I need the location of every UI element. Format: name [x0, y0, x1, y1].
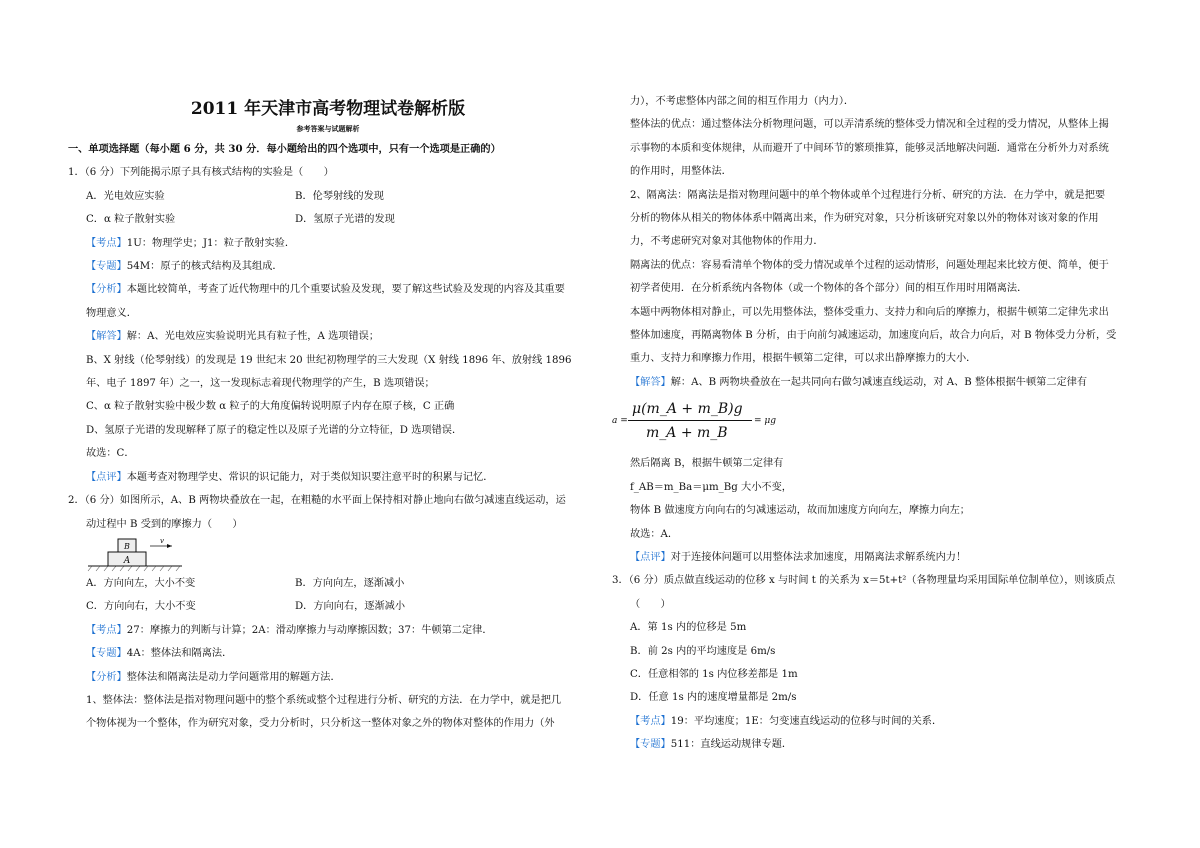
zhuanti-tag: 【专题】	[630, 739, 671, 751]
q1-stem: 1．（6 分）下列能揭示原子具有核式结构的实验是（ ）	[68, 167, 334, 179]
q1-jieda-b: B、X 射线（伦琴射线）的发现是 19 世纪末 20 世纪初物理学的三大发现（X 射线 1896 年、放射线 1896	[86, 354, 572, 366]
kaodian-tag: 【考点】	[630, 715, 671, 727]
r-zt3: 的作用时，用整体法．	[630, 166, 732, 178]
q3-option-d: D．任意 1s 内的速度增量都是 2m/s	[630, 692, 797, 704]
q1-option-d: D．氢原子光谱的发现	[295, 214, 395, 226]
q1-fenxi-cont: 物理意义．	[86, 307, 137, 319]
r-gl1: 2、隔离法：隔离法是指对物理问题中的单个物体或单个过程进行分析、研究的方法．在力学中，就是把要	[630, 189, 1106, 201]
q3-option-c: C．任意相邻的 1s 内位移差都是 1m	[630, 668, 798, 680]
q1-jieda	[68, 325, 588, 348]
right-column	[612, 90, 1134, 757]
q2-kaodian	[68, 619, 588, 642]
q3-kaodian-text: 19：平均速度；1E：匀变速直线运动的位移与时间的关系．	[670, 715, 943, 727]
block-b-label: B	[124, 541, 130, 551]
dianping-tag: 【点评】	[630, 551, 671, 563]
q1-jieda-c: C、α 粒子散射实验中极少数 α 粒子的大角度偏转说明原子内存在原子核，C 正确	[86, 401, 455, 413]
q1-fenxi-text: 本题比较简单，考查了近代物理中的几个重要试验及发现，要了解这些试验及发现的内容及其重要	[126, 284, 565, 296]
q1-fenxi	[68, 278, 588, 301]
jieda-tag: 【解答】	[630, 376, 671, 388]
fraction-bar	[628, 420, 752, 421]
formula-lhs: a =	[612, 416, 628, 427]
q2-zhuanti	[68, 642, 588, 665]
q1-answer: 故选：C．	[86, 448, 135, 460]
velocity-label: v	[160, 536, 164, 545]
section-heading: 一、单项选择题（每小题 6 分，共 30 分．每小题给出的四个选项中，只有一个选项是正确的）	[68, 143, 501, 155]
r-bt2: 整体加速度，再隔离物体 B 分析，由于向前匀减速运动，加速度向后，故合力向后，对 B 物体受力分析，受	[630, 330, 1117, 342]
q2-stem: 2．（6 分）如图所示，A、B 两物块叠放在一起，在粗糙的水平面上保持相对静止地向右做匀减速直线运动，运	[68, 495, 566, 507]
dianping-tag: 【点评】	[86, 471, 127, 483]
q1-options-row2	[68, 208, 588, 231]
q3-option-b: B．前 2s 内的平均速度是 6m/s	[630, 645, 776, 657]
fenxi-tag: 【分析】	[86, 671, 127, 683]
q2-fenxi-text: 整体法和隔离法是动力学问题常用的解题方法．	[126, 671, 341, 683]
q1-zhuanti-text: 54M：原子的核式结构及其组成．	[126, 261, 283, 273]
q1-option-a: A．光电效应实验	[86, 190, 165, 202]
formula-numerator: μ(m_A + m_B)g	[632, 401, 743, 418]
q2-fenxi	[68, 666, 588, 689]
q2-zhuanti-text: 4A：整体法和隔离法．	[126, 648, 233, 660]
formula-rhs: = μg	[754, 416, 777, 427]
q1-zhuanti	[68, 255, 588, 278]
r-fab: f_AB＝m_Ba＝μm_Bg 大小不变，	[630, 481, 792, 493]
r-then: 然后隔离 B，根据牛顿第二定律有	[630, 458, 784, 470]
q1-dianping-text: 本题考查对物理学史、常识的识记能力，对于类似知识要注意平时的积累与记忆．	[126, 471, 494, 483]
q1-option-b: B．伦琴射线的发现	[295, 190, 384, 202]
q3-kaodian	[612, 710, 1134, 733]
page-subtitle: 参考答案与试题解析	[296, 124, 360, 133]
q2-option-c: C．方向向右，大小不变	[86, 601, 196, 613]
r-bt1: 本题中两物体相对静止，可以先用整体法，整体受重力、支持力和向后的摩擦力，根据牛顿第二定律先求出	[630, 306, 1109, 318]
r-jieda	[612, 371, 1134, 394]
q3-stem: 3．（6 分）质点做直线运动的位移 x 与时间 t 的关系为 x＝5t+t²（各物理量均采用国际单位制单位），则该质点	[612, 575, 1116, 587]
q3-zhuanti	[612, 733, 1134, 756]
q1-options-row1	[68, 185, 588, 208]
r-bt3: 重力、支持力和摩擦力作用，根据牛顿第二定律，可以求出静摩擦力的大小．	[630, 353, 977, 365]
r-gly1: 隔离法的优点：容易看清单个物体的受力情况或单个过程的运动情形，问题处理起来比较方便、简单，便于	[630, 259, 1109, 271]
kaodian-tag: 【考点】	[86, 237, 127, 249]
r-dir: 物体 B 做速度方向向右的匀减速运动，故而加速度方向向左，摩擦力向左；	[630, 505, 970, 517]
q2-stem-cont: 动过程中 B 受到的摩擦力（ ）	[86, 518, 243, 530]
kaodian-tag: 【考点】	[86, 624, 127, 636]
r-zt2: 示事物的本质和变体规律，从而避开了中间环节的繁琐推算，能够灵活地解决问题．通常在分析外力对系统	[630, 142, 1109, 154]
formula-acceleration	[612, 394, 1134, 452]
r-dianping-text: 对于连接体问题可以用整体法求加速度，用隔离法求解系统内力！	[670, 551, 967, 563]
q1-jieda-d: D、氢原子光谱的发现解释了原子的稳定性以及原子光谱的分立特征，D 选项错误．	[86, 424, 463, 436]
r-zt1: 整体法的优点：通过整体法分析物理问题，可以弄清系统的整体受力情况和全过程的受力情况，从整体上揭	[630, 119, 1109, 131]
fenxi-tag: 【分析】	[86, 284, 127, 296]
q2-kaodian-text: 27：摩擦力的判断与计算；2A：滑动摩擦力与动摩擦因数；37：牛顿第二定律．	[126, 624, 493, 636]
q2-figure	[68, 536, 588, 572]
q2-options-row2	[68, 595, 588, 618]
r-gly2: 初学者使用．在分析系统内各物体（或一个物体的各个部分）间的相互作用时用隔离法．	[630, 283, 1028, 295]
q3-option-a: A．第 1s 内的位移是 5m	[630, 622, 747, 634]
q2-para1-cont: 个物体视为一个整体，作为研究对象，受力分析时，只分析这一整体对象之外的物体对整体的作用力（外	[86, 718, 555, 730]
page-title: 2011 年天津市高考物理试卷解析版	[190, 99, 466, 119]
q2-option-b: B．方向向左，逐渐减小	[295, 577, 405, 589]
q1-jieda-text: 解：A、光电效应实验说明光具有粒子性，A 选项错误；	[126, 331, 380, 343]
blocks-diagram	[86, 536, 186, 572]
q2-para1: 1、整体法：整体法是指对物理问题中的整个系统或整个过程进行分析、研究的方法．在力学中，就是把几	[86, 694, 562, 706]
left-column	[68, 0, 588, 736]
q2-option-d: D．方向向右，逐渐减小	[295, 601, 406, 613]
q3-stem-cont: （ ）	[630, 598, 671, 610]
q2-options-row1	[68, 572, 588, 595]
q3-zhuanti-text: 511：直线运动规律专题．	[670, 739, 793, 751]
q1-dianping	[68, 466, 588, 489]
jieda-tag: 【解答】	[86, 331, 127, 343]
r-jieda-text: 解：A、B 两物块叠放在一起共同向右做匀减速直线运动，对 A、B 整体根据牛顿第二定律有	[670, 376, 1088, 388]
question-3	[612, 569, 1134, 756]
formula-denominator: m_A + m_B	[646, 425, 728, 442]
r-dianping	[612, 546, 1134, 569]
q2-option-a: A．方向向左，大小不变	[86, 577, 196, 589]
q1-kaodian-text: 1U：物理学史；J1：粒子散射实验．	[126, 237, 296, 249]
zhuanti-tag: 【专题】	[86, 261, 127, 273]
zhuanti-tag: 【专题】	[86, 648, 127, 660]
r-answer: 故选：A．	[630, 528, 679, 540]
question-2	[68, 489, 588, 736]
q1-kaodian	[68, 232, 588, 255]
q1-jieda-b2: 年、电子 1897 年）之一，这一发现标志着现代物理学的产生，B 选项错误；	[86, 378, 435, 390]
question-1	[68, 161, 588, 489]
block-a-label: A	[123, 555, 131, 566]
r-gl3: 力，不考虑研究对象对其他物体的作用力．	[630, 236, 824, 248]
r-gl2: 分析的物体从相关的物体体系中隔离出来，作为研究对象，只分析该研究对象以外的物体对该对象的作用	[630, 213, 1099, 225]
q1-option-c: C．α 粒子散射实验	[86, 214, 176, 226]
r-cont1: 力），不考虑整体内部之间的相互作用力（内力）．	[630, 96, 855, 107]
